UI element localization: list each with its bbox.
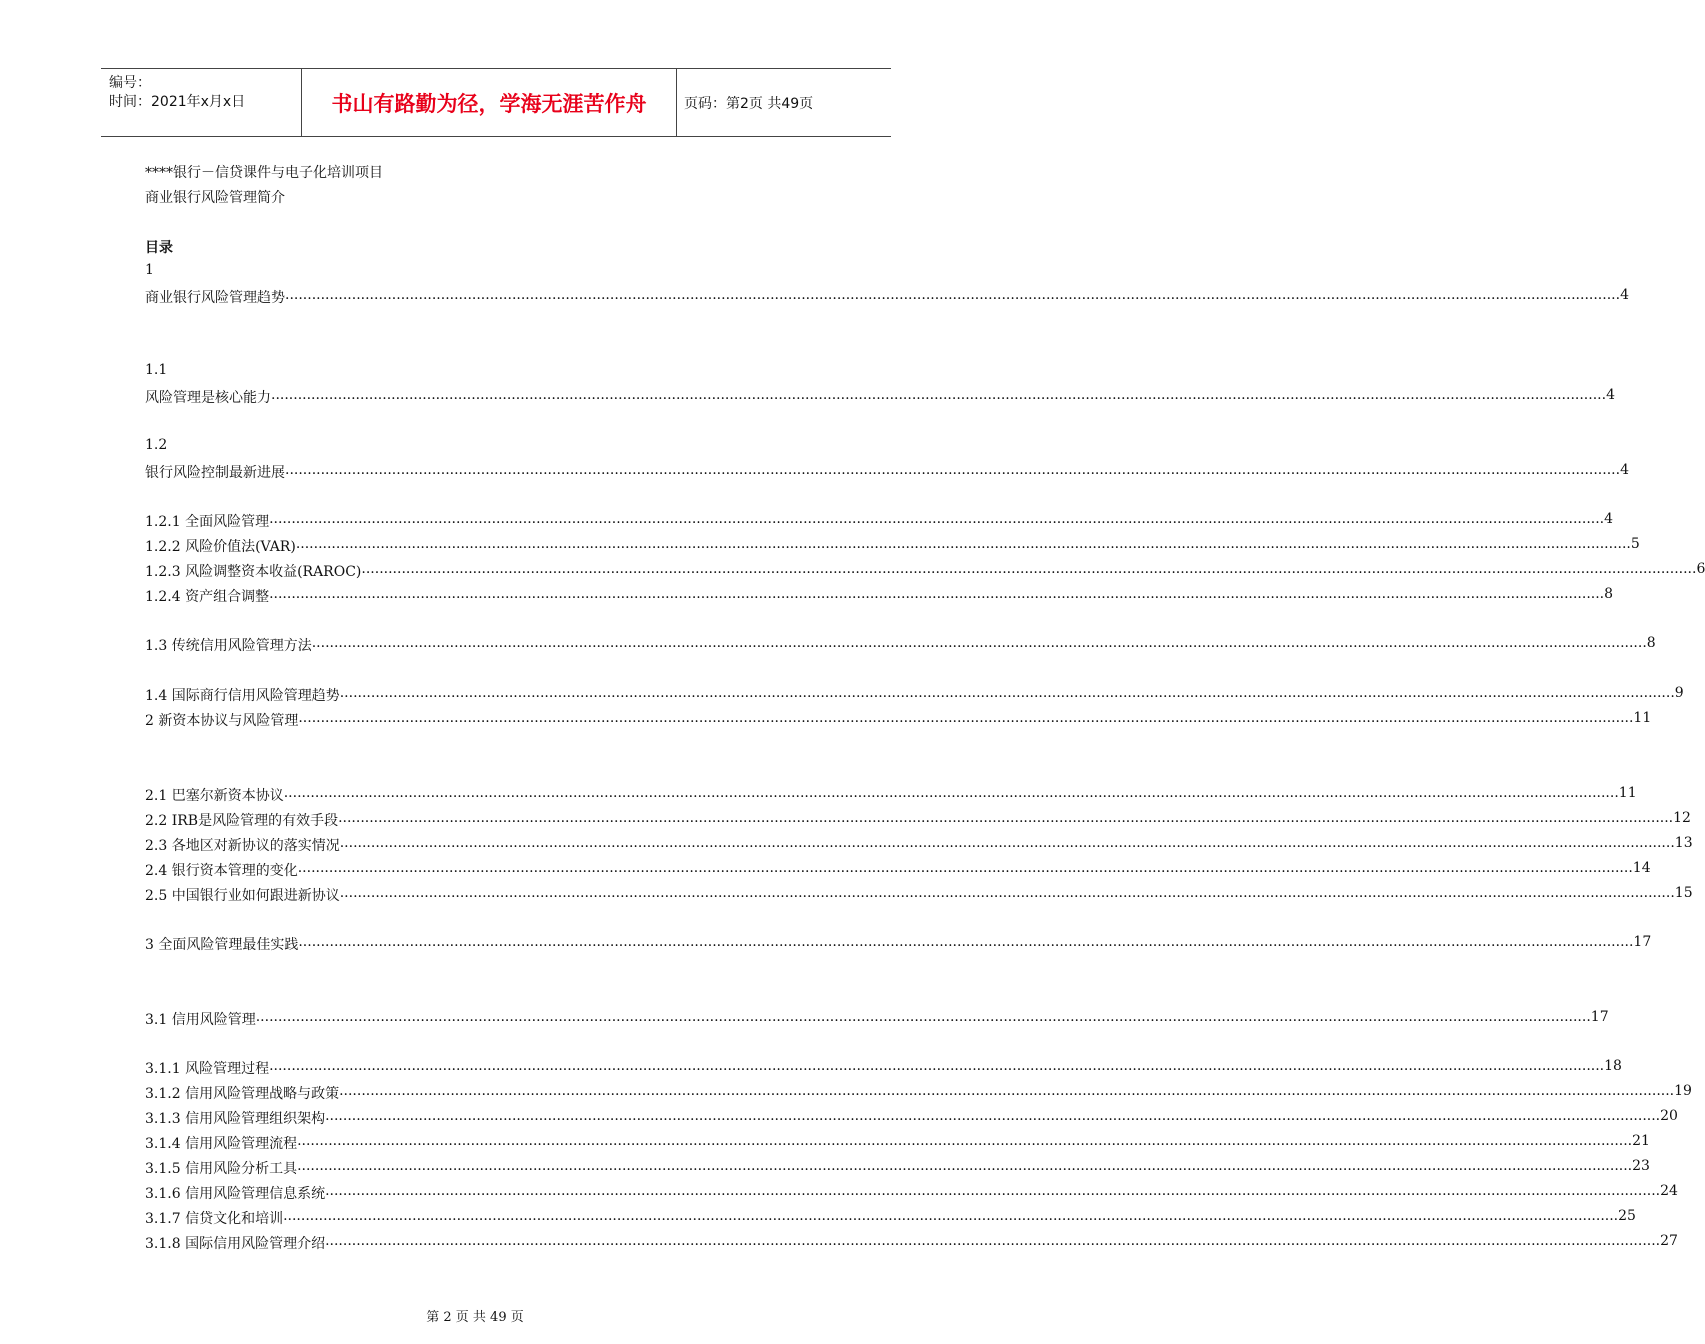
toc-entry-label: 2 新资本协议与风险管理 [145, 713, 299, 729]
toc-entry[interactable] [145, 1108, 1678, 1128]
toc-entry-label: 1.2.4 资产组合调整 [145, 589, 270, 605]
toc-entry[interactable] [145, 511, 1614, 531]
toc-entry[interactable] [145, 1158, 1650, 1178]
toc-entry-label: 1.2.1 全面风险管理 [145, 514, 270, 530]
toc-page-number: 20 [1660, 1108, 1678, 1124]
toc-entry[interactable] [145, 586, 1614, 606]
toc-page-number: 15 [1674, 885, 1693, 901]
toc-entry[interactable] [145, 1058, 1622, 1078]
leader-dots: ............................................................................................................................................................................................................................................................................................................ [361, 561, 1697, 577]
toc-entry-label: 3.1.3 信用风险管理组织架构 [145, 1111, 326, 1127]
toc-entry[interactable] [145, 934, 1652, 954]
toc-page-number: 4 [1620, 287, 1629, 303]
motto: 书山有路勤为径，学海无涯苦作舟 [301, 69, 677, 136]
leader-dots: ............................................................................................................................................................................................................................................................................................................ [255, 1009, 1591, 1025]
toc-entry[interactable] [145, 561, 1705, 581]
leader-dots: ............................................................................................................................................................................................................................................................................................................ [271, 387, 1607, 403]
leader-dots: ............................................................................................................................................................................................................................................................................................................ [269, 511, 1605, 527]
toc-page-number: 27 [1660, 1233, 1678, 1249]
toc-number: 1.2 [145, 437, 168, 453]
toc-entry-label: 1.3 传统信用风险管理方法 [145, 638, 312, 654]
time-label: 时间：2021年x月x日 [109, 94, 246, 110]
toc-entry[interactable] [145, 1009, 1609, 1029]
leader-dots: ............................................................................................................................................................................................................................................................................................................ [269, 1058, 1605, 1074]
toc-page-number: 4 [1620, 462, 1629, 478]
toc-entry[interactable] [145, 885, 1693, 905]
toc-page-number: 4 [1606, 387, 1615, 403]
toc-page-number: 11 [1633, 710, 1652, 726]
toc-entry[interactable] [145, 785, 1637, 805]
toc-entry-label: 2.2 IRB是风险管理的有效手段 [145, 813, 339, 829]
toc-page-number: 25 [1618, 1208, 1636, 1224]
toc-page-number: 8 [1604, 586, 1614, 602]
toc-title: 目录 [145, 240, 173, 256]
toc-entry[interactable] [145, 1183, 1678, 1203]
toc-entry[interactable] [145, 462, 1629, 482]
toc-entry[interactable] [145, 710, 1652, 730]
toc-page-number: 6 [1696, 561, 1705, 577]
leader-dots: ............................................................................................................................................................................................................................................................................................................ [311, 635, 1647, 651]
leader-dots: ............................................................................................................................................................................................................................................................................................................ [297, 860, 1633, 876]
toc-entry-label: 2.5 中国银行业如何跟进新协议 [145, 888, 340, 904]
toc-number: 1.1 [145, 362, 168, 378]
toc-entry[interactable] [145, 1083, 1692, 1103]
leader-dots: ............................................................................................................................................................................................................................................................................................................ [339, 835, 1675, 851]
leader-dots: ............................................................................................................................................................................................................................................................................................................ [297, 1133, 1633, 1149]
toc-page-number: 19 [1674, 1083, 1692, 1099]
leader-dots: ............................................................................................................................................................................................................................................................................................................ [325, 1183, 1661, 1199]
project-title: ****银行－信贷课件与电子化培训项目 [145, 165, 383, 181]
header-right-cell [676, 69, 891, 136]
toc-entry-label: 2.1 巴塞尔新资本协议 [145, 788, 284, 804]
toc-entry[interactable] [145, 1208, 1636, 1228]
toc-entry[interactable] [145, 685, 1684, 705]
leader-dots: ............................................................................................................................................................................................................................................................................................................ [339, 1083, 1675, 1099]
page-header [101, 68, 891, 137]
toc-entry[interactable] [145, 536, 1640, 556]
toc-entry-label: 2.3 各地区对新协议的落实情况 [145, 838, 340, 854]
leader-dots: ............................................................................................................................................................................................................................................................................................................ [269, 586, 1605, 602]
toc-entry-label: 商业银行风险管理趋势 [145, 290, 285, 306]
toc-number: 1 [145, 262, 154, 278]
document-title: 商业银行风险管理简介 [145, 190, 285, 206]
toc-entry[interactable] [145, 635, 1656, 655]
leader-dots: ............................................................................................................................................................................................................................................................................................................ [283, 785, 1619, 801]
toc-entry[interactable] [145, 1233, 1678, 1253]
toc-entry[interactable] [145, 387, 1615, 407]
leader-dots: ............................................................................................................................................................................................................................................................................................................ [338, 810, 1674, 826]
toc-entry-label: 3.1 信用风险管理 [145, 1012, 256, 1028]
toc-entry-label: 1.2.2 风险价值法(VAR) [145, 539, 296, 555]
toc-page-number: 21 [1632, 1133, 1650, 1149]
toc-page-number: 4 [1604, 511, 1614, 527]
page-footer: 第 2 页 共 49 页 [426, 1310, 524, 1325]
toc-page-number: 14 [1632, 860, 1651, 876]
toc-entry[interactable] [145, 835, 1693, 855]
leader-dots: ............................................................................................................................................................................................................................................................................................................ [297, 1158, 1633, 1174]
toc-entry-label: 3.1.2 信用风险管理战略与政策 [145, 1086, 340, 1102]
leader-dots: ............................................................................................................................................................................................................................................................................................................ [298, 934, 1634, 950]
toc-entry[interactable] [145, 810, 1691, 830]
leader-dots: ............................................................................................................................................................................................................................................................................................................ [285, 462, 1621, 478]
toc-entry[interactable] [145, 1133, 1650, 1153]
page-label: 页码：第2页 共49页 [684, 95, 814, 112]
toc-entry-label: 1.2.3 风险调整资本收益(RAROC) [145, 564, 362, 580]
number-label: 编号： [109, 75, 151, 91]
toc-page-number: 17 [1633, 934, 1652, 950]
toc-entry-label: 3.1.4 信用风险管理流程 [145, 1136, 298, 1152]
toc-page-number: 8 [1646, 635, 1656, 651]
toc-entry-label: 3.1.5 信用风险分析工具 [145, 1161, 298, 1177]
header-left-cell [101, 69, 301, 136]
leader-dots: ............................................................................................................................................................................................................................................................................................................ [285, 287, 1621, 303]
leader-dots: ............................................................................................................................................................................................................................................................................................................ [339, 685, 1675, 701]
toc-entry-label: 3.1.1 风险管理过程 [145, 1061, 270, 1077]
toc-entry-label: 3.1.6 信用风险管理信息系统 [145, 1186, 326, 1202]
toc-page-number: 13 [1674, 835, 1693, 851]
leader-dots: ............................................................................................................................................................................................................................................................................................................ [295, 536, 1631, 552]
toc-entry-label: 3.1.8 国际信用风险管理介绍 [145, 1236, 326, 1252]
leader-dots: ............................................................................................................................................................................................................................................................................................................ [325, 1108, 1661, 1124]
leader-dots: ............................................................................................................................................................................................................................................................................................................ [283, 1208, 1619, 1224]
leader-dots: ............................................................................................................................................................................................................................................................................................................ [325, 1233, 1661, 1249]
toc-page-number: 18 [1604, 1058, 1622, 1074]
toc-page-number: 11 [1618, 785, 1637, 801]
toc-page-number: 23 [1632, 1158, 1650, 1174]
toc-page-number: 5 [1630, 536, 1640, 552]
toc-page-number: 24 [1660, 1183, 1678, 1199]
toc-entry[interactable] [145, 860, 1651, 880]
leader-dots: ............................................................................................................................................................................................................................................................................................................ [339, 885, 1675, 901]
toc-entry-label: 3 全面风险管理最佳实践 [145, 937, 299, 953]
toc-page-number: 9 [1674, 685, 1684, 701]
toc-page-number: 12 [1673, 810, 1691, 826]
toc-entry-label: 风险管理是核心能力 [145, 390, 271, 406]
toc-entry[interactable] [145, 287, 1629, 307]
toc-entry-label: 2.4 银行资本管理的变化 [145, 863, 298, 879]
toc-page-number: 17 [1590, 1009, 1609, 1025]
leader-dots: ............................................................................................................................................................................................................................................................................................................ [298, 710, 1634, 726]
toc-entry-label: 银行风险控制最新进展 [145, 465, 285, 481]
toc-entry-label: 1.4 国际商行信用风险管理趋势 [145, 688, 340, 704]
toc-entry-label: 3.1.7 信贷文化和培训 [145, 1211, 284, 1227]
